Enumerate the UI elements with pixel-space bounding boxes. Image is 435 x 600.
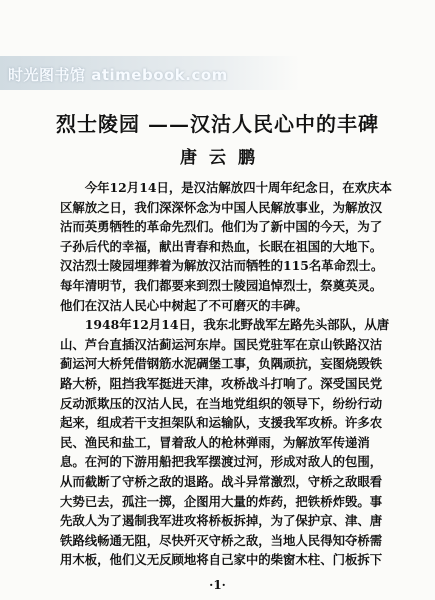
text-line: 蓟运河大桥凭借钢筋水泥碉堡工事，负隅顽抗，妄图烧毁铁 [60,356,383,372]
text-line: 息。在河的下游用船把我军摆渡过河，形成对敌人的包围， [60,454,383,470]
text-line: 从而截断了守桥之敌的退路。战斗异常激烈，守桥之敌眼看 [60,473,383,489]
text-line: 路大桥，阻挡我军挺进天津，攻桥战斗打响了。深受国民党 [60,375,383,391]
text-line: 他们在汉沽人民心中树起了不可磨灭的丰碑。 [60,297,308,313]
text-line: 山、芦台直插汉沽蓟运河东岸。国民党驻军在京山铁路汉沽 [60,336,383,352]
text-line: 大势已去，孤注一掷，企图用大量的炸药，把铁桥炸毁。事 [60,493,383,509]
article-body [60,178,428,570]
text-line: 民、渔民和盐工，冒着敌人的枪林弹雨，为解放军传递消 [60,434,370,450]
text-line: 区解放之日，我们深深怀念为中国人民解放事业，为解放汉 [60,199,383,215]
text-line: 今年12月14日，是汉沽解放四十周年纪念日，在欢庆本 [60,180,392,195]
page-number: ·1· [209,578,226,592]
text-line: 起来，组成若干支担架队和运输队，支援我军攻桥。许多农 [60,415,383,431]
page-title: 烈士陵园 ——汉沽人民心中的丰碑 [56,112,379,136]
text-line: 每年清明节，我们都要来到烈士陵园追悼烈士，祭奠英灵。 [60,277,383,293]
text-line: 沽而英勇牺牲的革命先烈们。他们为了新中国的今天，为了 [60,219,383,235]
text-line: 反动派欺压的汉沽人民，在当地党组织的领导下，纷纷行动 [60,395,383,411]
watermark-text: 时光图书馆 atimebook.com [8,66,228,84]
text-line: 子孙后代的幸福，献出青春和热血，长眠在祖国的大地下。 [60,238,383,254]
text-line: 汉沽烈士陵园埋葬着为解放汉沽而牺牲的115名革命烈士。 [60,258,384,274]
watermark-banner [0,56,300,90]
text-line: 先敌人为了遏制我军进攻将桥板拆掉，为了保护京、津、唐 [60,513,383,529]
author-name: 唐云鹏 [180,148,267,168]
text-line: 1948年12月14日，我东北野战军左路先头部队，从唐 [60,317,390,333]
text-line: 铁路线畅通无阻，尽快歼灭守桥之敌，当地人民得知夺桥需 [60,532,383,548]
text-line: 用木板，他们义无反顾地将自己家中的柴窗木柱、门板拆下 [60,552,383,568]
